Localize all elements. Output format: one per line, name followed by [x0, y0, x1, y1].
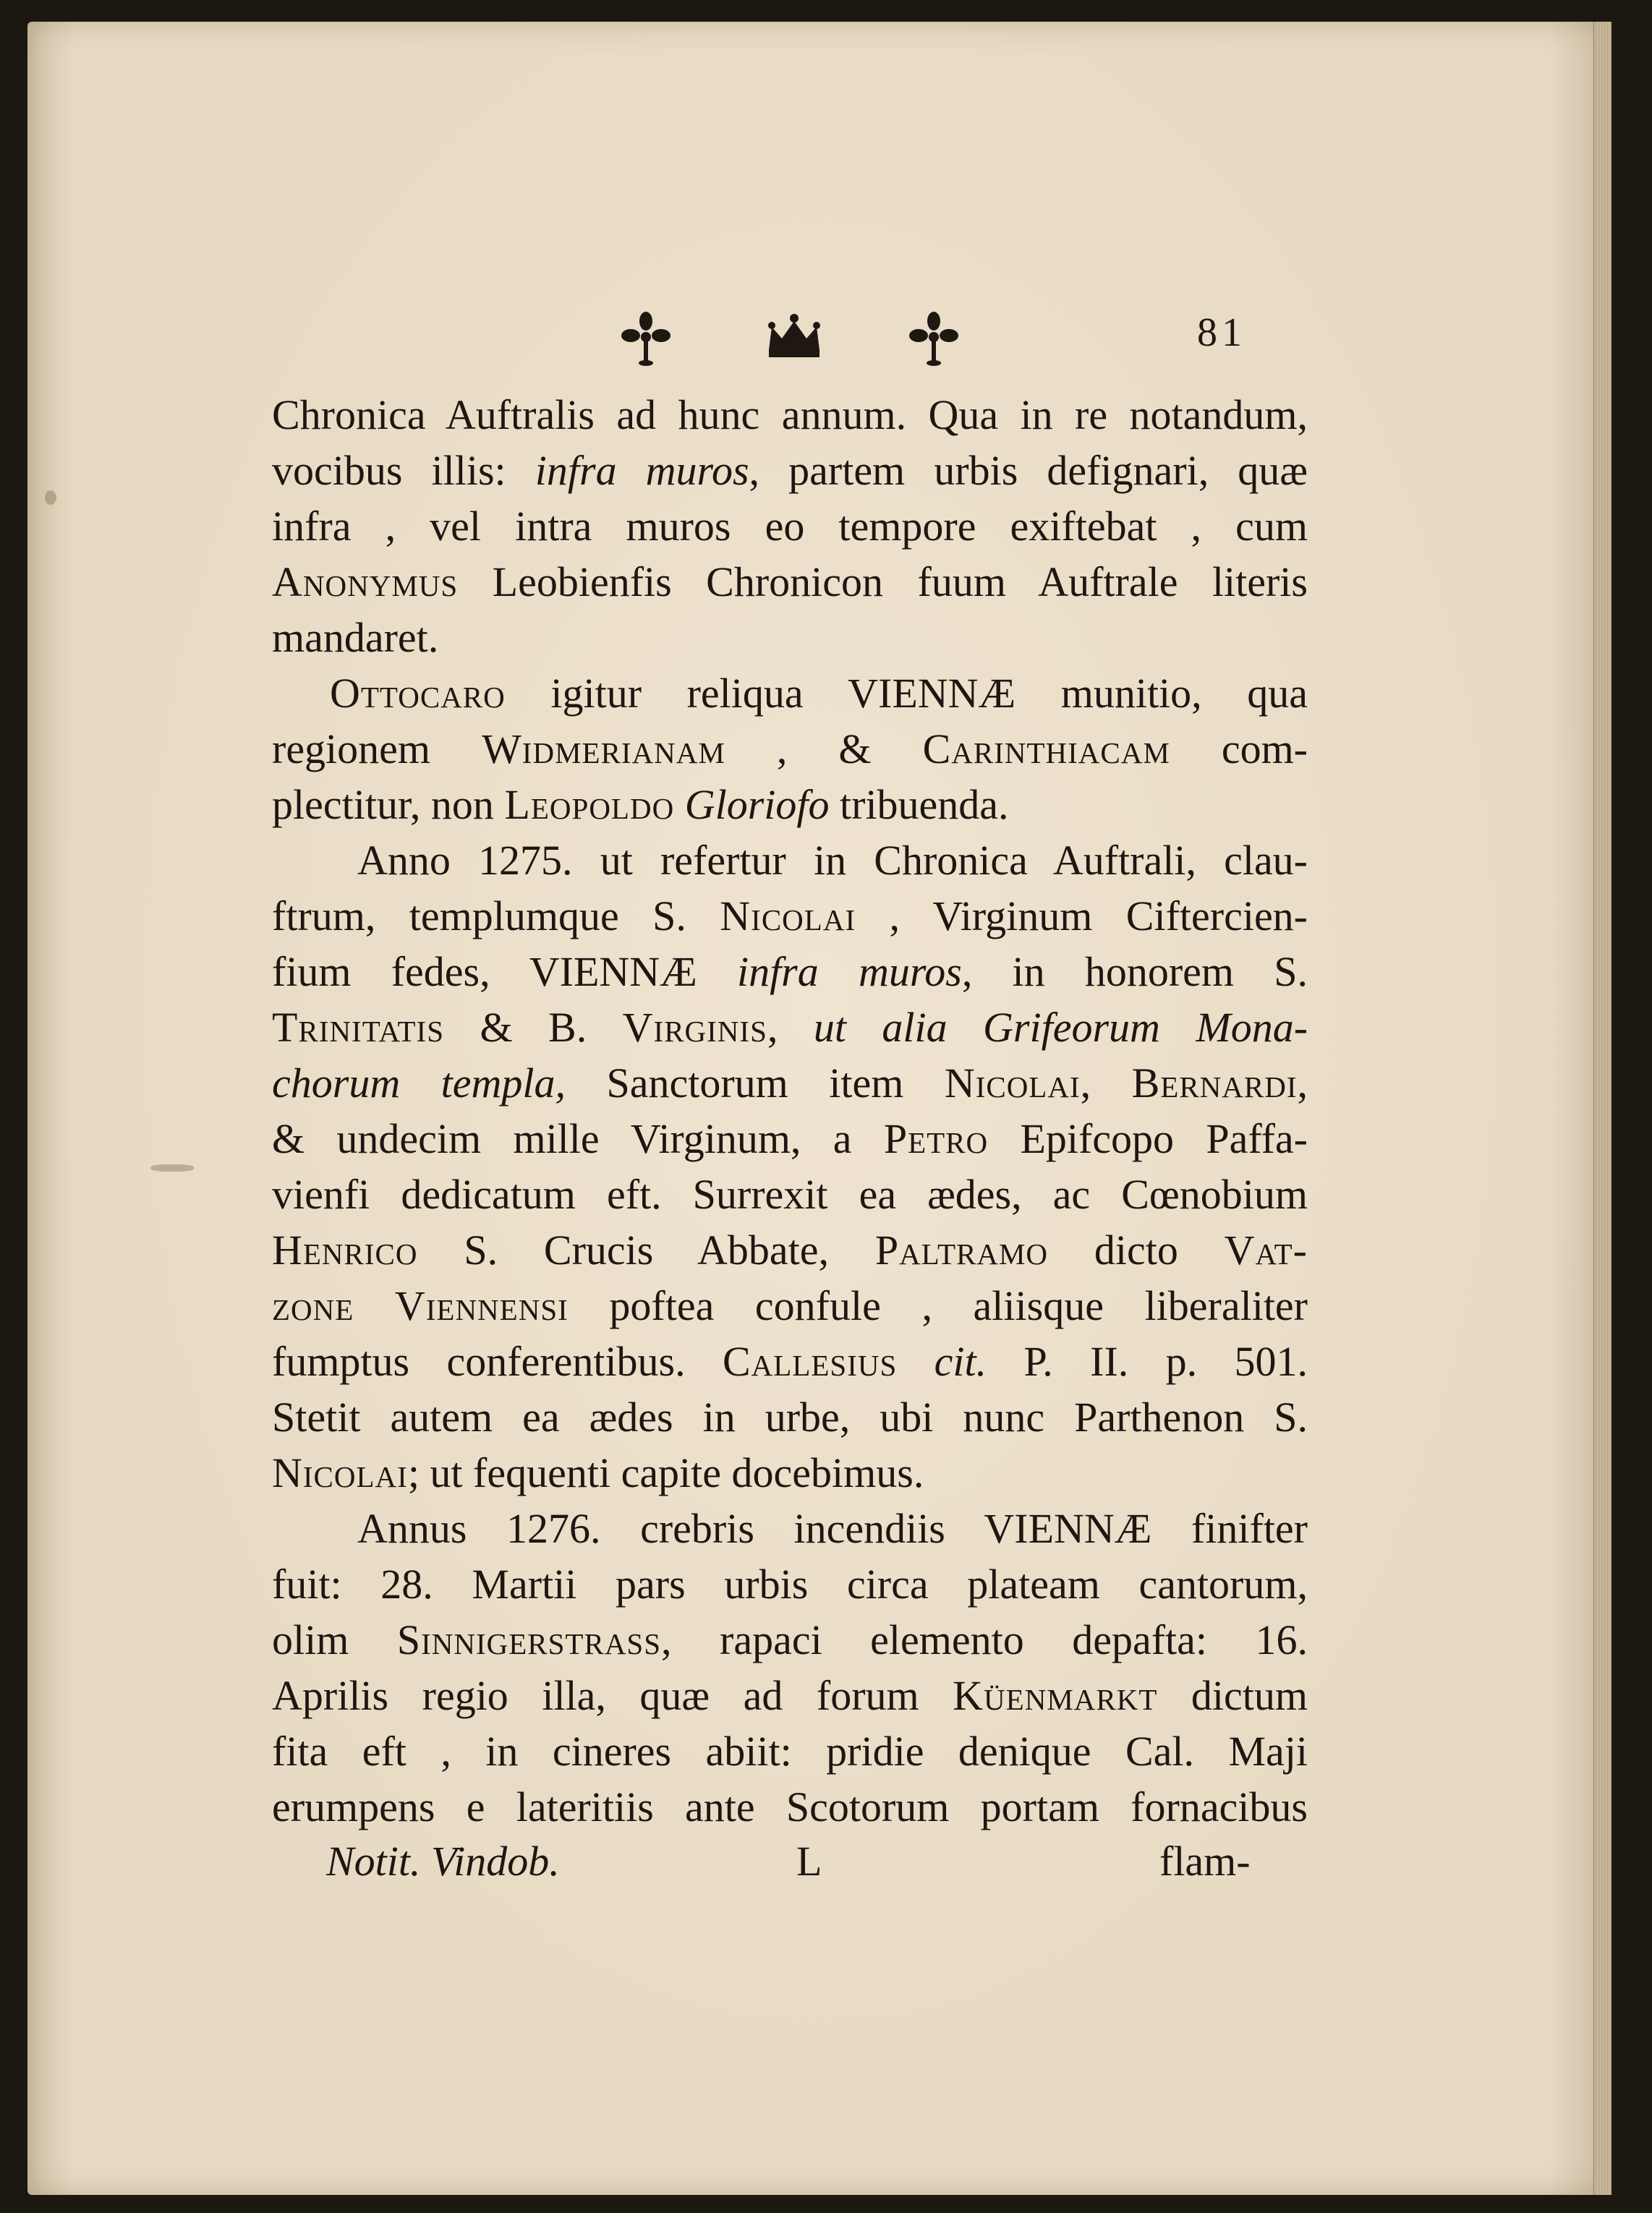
text-segment: Trinitatis: [272, 1004, 445, 1051]
text-segment: vocibus illis:: [272, 447, 535, 494]
signature-line: Notit. Vindob.: [326, 1838, 560, 1885]
text-segment: dicto: [1048, 1227, 1225, 1274]
text-line: [272, 443, 1308, 498]
text-segment: , partem urbis defignari, quæ: [749, 447, 1308, 494]
text-line: [272, 721, 1308, 777]
text-line: [272, 1167, 1308, 1222]
text-line: [272, 1779, 1308, 1835]
text-segment: & B.: [444, 1004, 623, 1051]
text-segment: Nicolai: [944, 1059, 1081, 1106]
text-line: [272, 1723, 1308, 1779]
text-segment: P. II. p. 501.: [987, 1338, 1308, 1385]
text-line: [272, 944, 1308, 999]
fleuron-icon: [613, 305, 678, 370]
text-segment: Nicolai: [720, 892, 856, 939]
text-line: [272, 665, 1308, 721]
text-segment: Küenmarkt: [953, 1672, 1158, 1719]
text-segment: fita eft , in cineres abiit: pridie denique Cal. Maji: [272, 1728, 1308, 1775]
text-segment: , &: [725, 725, 923, 772]
signature-mark: L: [796, 1838, 822, 1885]
text-segment: Annus 1276. crebris incendiis VIENNÆ finifter: [357, 1505, 1308, 1552]
page-footer: [27, 1837, 1611, 1895]
text-segment: Callesius: [722, 1338, 898, 1385]
text-line: [272, 1612, 1308, 1668]
text-line: [272, 888, 1308, 944]
text-line: [272, 1668, 1308, 1723]
text-segment: Ottocaro: [330, 670, 506, 717]
text-line: [272, 1278, 1308, 1334]
text-segment: Stetit autem ea ædes in urbe, ubi nunc Parthenon S.: [272, 1394, 1308, 1441]
page-number: 81: [1197, 310, 1246, 355]
text-segment: zone Viennensi: [272, 1282, 569, 1329]
text-segment: [674, 781, 685, 828]
paper-stain: [150, 1164, 194, 1172]
text-line: [272, 999, 1308, 1055]
fleuron-icon: [901, 305, 966, 370]
text-segment: Epifcopo Paffa-: [988, 1115, 1308, 1162]
text-segment: Virginis: [622, 1004, 767, 1051]
text-segment: Sinnigerstrass: [396, 1616, 662, 1663]
text-line: [272, 777, 1308, 832]
text-segment: Carinthiacam: [922, 725, 1170, 772]
text-segment: Vat-: [1224, 1227, 1308, 1274]
text-segment: [897, 1338, 934, 1385]
text-segment: olim: [272, 1616, 397, 1663]
text-line: [272, 554, 1308, 610]
text-segment: regionem: [272, 725, 482, 772]
text-line: [272, 1389, 1308, 1445]
text-line: [272, 1445, 1308, 1501]
text-line: [272, 1556, 1308, 1612]
text-segment: , in honorem S.: [961, 948, 1308, 995]
text-segment: mandaret.: [272, 614, 439, 661]
text-segment: vienfi dedicatum eft. Surrexit ea ædes, ac Cœnobium: [272, 1171, 1308, 1218]
text-line: [272, 498, 1308, 554]
header-ornament: [613, 305, 989, 370]
text-segment: fuit: 28. Martii pars urbis circa plateam cantorum,: [272, 1561, 1308, 1608]
text-line: [272, 1501, 1308, 1556]
text-segment: com-: [1170, 725, 1308, 772]
crown-icon: [762, 305, 827, 370]
text-segment: tribuenda.: [829, 781, 1009, 828]
text-segment: Aprilis regio illa, quæ ad forum: [272, 1672, 953, 1719]
text-segment: ,: [1080, 1059, 1132, 1106]
text-line: [272, 832, 1308, 888]
text-segment: ftrum, templumque S.: [272, 892, 720, 939]
text-segment: infra , vel intra muros eo tempore exiftebat , cum: [272, 503, 1308, 550]
text-segment: Henrico: [272, 1227, 418, 1274]
text-segment: , rapaci elemento depafta: 16.: [661, 1616, 1308, 1663]
text-segment: infra muros: [736, 948, 962, 995]
text-line: [272, 610, 1308, 665]
text-segment: S. Crucis Abbate,: [417, 1227, 875, 1274]
text-segment: ut alia Grifeorum Mona-: [813, 1004, 1308, 1051]
text-segment: ,: [1297, 1059, 1308, 1106]
text-segment: Bernardi: [1131, 1059, 1298, 1106]
paper-stain: [45, 490, 56, 505]
text-line: [272, 1222, 1308, 1278]
text-segment: Widmerianam: [482, 725, 725, 772]
text-line: [272, 1334, 1308, 1389]
text-segment: Nicolai: [272, 1449, 408, 1496]
text-segment: dictum: [1157, 1672, 1308, 1719]
body-text: [272, 387, 1308, 1835]
text-segment: Petro: [883, 1115, 989, 1162]
text-segment: Leopoldo: [504, 781, 675, 828]
text-segment: Chronica Auftralis ad hunc annum. Qua in re notandum,: [272, 391, 1308, 438]
text-segment: fium fedes, VIENNÆ: [272, 948, 737, 995]
text-line: [272, 387, 1308, 443]
text-line: [272, 1111, 1308, 1167]
text-segment: Anonymus: [272, 558, 459, 605]
text-segment: fumptus conferentibus.: [272, 1338, 723, 1385]
text-segment: infra muros: [535, 447, 749, 494]
text-segment: ,: [767, 1004, 814, 1051]
text-segment: , Virginum Ciftercien-: [856, 892, 1308, 939]
text-segment: plectitur, non: [272, 781, 505, 828]
text-segment: poftea confule , aliisque liberaliter: [568, 1282, 1308, 1329]
catchword: flam-: [1159, 1838, 1251, 1885]
text-segment: ; ut fequenti capite docebimus.: [407, 1449, 924, 1496]
text-segment: igitur reliqua VIENNÆ munitio, qua: [505, 670, 1308, 717]
text-segment: Sanctorum item: [566, 1059, 945, 1106]
text-segment: erumpens e lateritiis ante Scotorum portam fornacibus: [272, 1783, 1308, 1830]
text-line: [272, 1055, 1308, 1111]
text-segment: Leobienfis Chronicon fuum Auftrale literis: [458, 558, 1308, 605]
text-segment: Paltramo: [874, 1227, 1049, 1274]
text-segment: cit.: [934, 1338, 987, 1385]
text-segment: Gloriofo: [684, 781, 830, 828]
book-page: [27, 22, 1611, 2195]
text-segment: Anno 1275. ut refertur in Chronica Auftrali, clau-: [357, 837, 1308, 884]
text-segment: & undecim mille Virginum, a: [272, 1115, 884, 1162]
text-segment: chorum templa,: [272, 1059, 566, 1106]
